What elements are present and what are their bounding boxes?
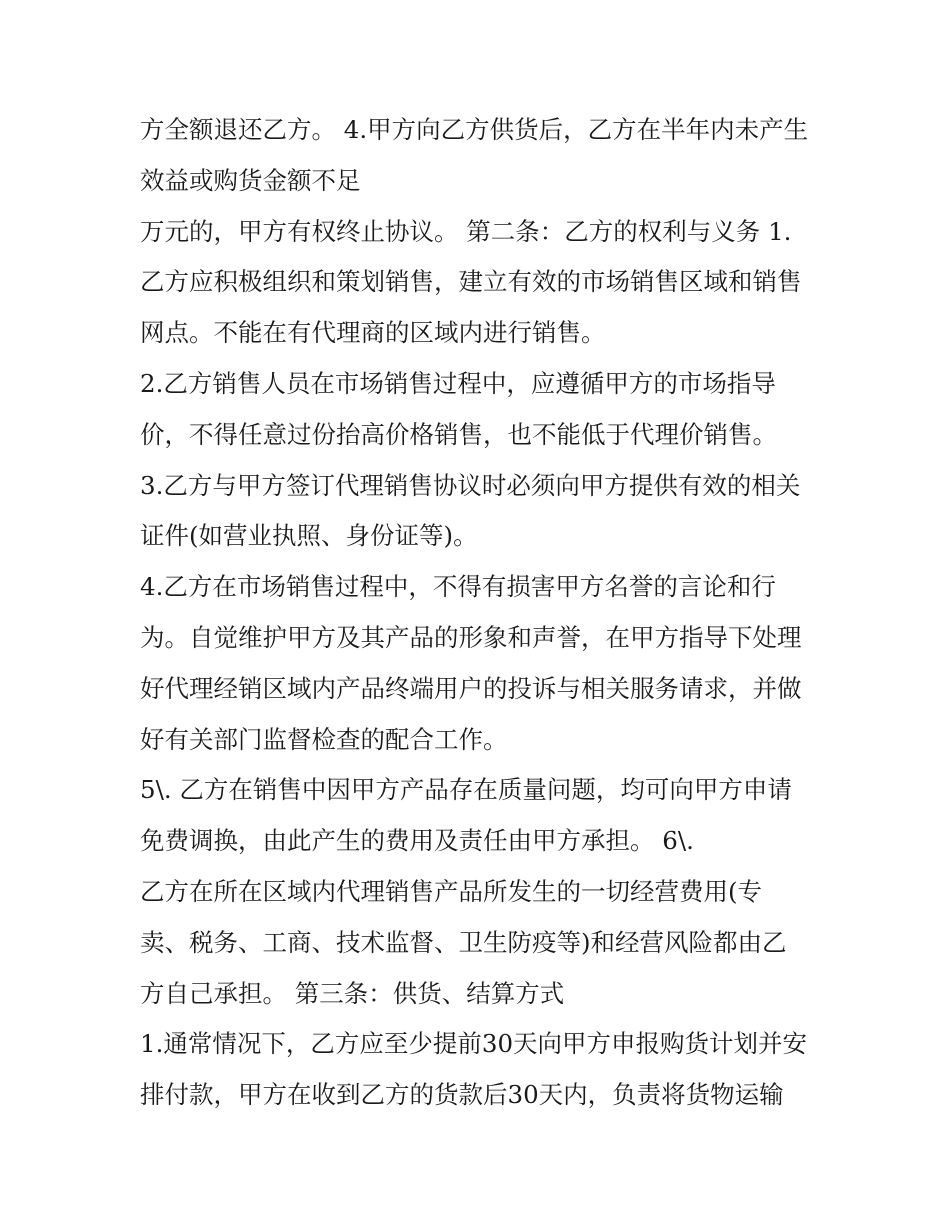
text-line: 排付款，甲方在收到乙方的货款后30天内，负责将货物运输 bbox=[140, 1080, 784, 1110]
text-line: 3.乙方与甲方签订代理销售协议时必须向甲方提供有效的相关 bbox=[140, 470, 801, 500]
text-line: 为。自觉维护甲方及其产品的形象和声誉，在甲方指导下处理 bbox=[140, 622, 802, 652]
text-line: 卖、税务、工商、技术监督、卫生防疫等)和经营风险都由乙 bbox=[140, 927, 787, 957]
text-line: 效益或购货金额不足 bbox=[140, 165, 361, 195]
text-line: 价，不得任意过份抬高价格销售，也不能低于代理价销售。 bbox=[140, 419, 777, 449]
text-line: 1.通常情况下，乙方应至少提前30天向甲方申报购货计划并安 bbox=[140, 1029, 808, 1059]
text-line: 4.乙方在市场销售过程中，不得有损害甲方名誉的言论和行 bbox=[140, 572, 776, 602]
document-body bbox=[140, 105, 840, 1121]
text-line: 5\. 乙方在销售中因甲方产品存在质量问题，均可向甲方申请 bbox=[140, 775, 792, 805]
text-line: 证件(如营业执照、身份证等)。 bbox=[140, 521, 478, 551]
text-line: 方自己承担。 第三条：供货、结算方式 bbox=[140, 978, 565, 1008]
text-line: 乙方在所在区域内代理销售产品所发生的一切经营费用(专 bbox=[140, 876, 763, 906]
text-line: 2.乙方销售人员在市场销售过程中，应遵循甲方的市场指导 bbox=[140, 368, 776, 398]
text-line: 方全额退还乙方。 4.甲方向乙方供货后，乙方在半年内未产生 bbox=[140, 115, 809, 144]
text-line: 免费调换，由此产生的费用及责任由甲方承担。 6\. bbox=[140, 826, 694, 856]
text-line: 好有关部门监督检查的配合工作。 bbox=[140, 724, 508, 754]
text-line: 好代理经销区域内产品终端用户的投诉与相关服务请求，并做 bbox=[140, 673, 802, 703]
text-line: 乙方应积极组织和策划销售，建立有效的市场销售区域和销售 bbox=[140, 267, 802, 297]
text-line: 网点。不能在有代理商的区域内进行销售。 bbox=[140, 318, 606, 348]
text-line: 万元的，甲方有权终止协议。 第二条：乙方的权利与义务 1. bbox=[140, 216, 792, 246]
